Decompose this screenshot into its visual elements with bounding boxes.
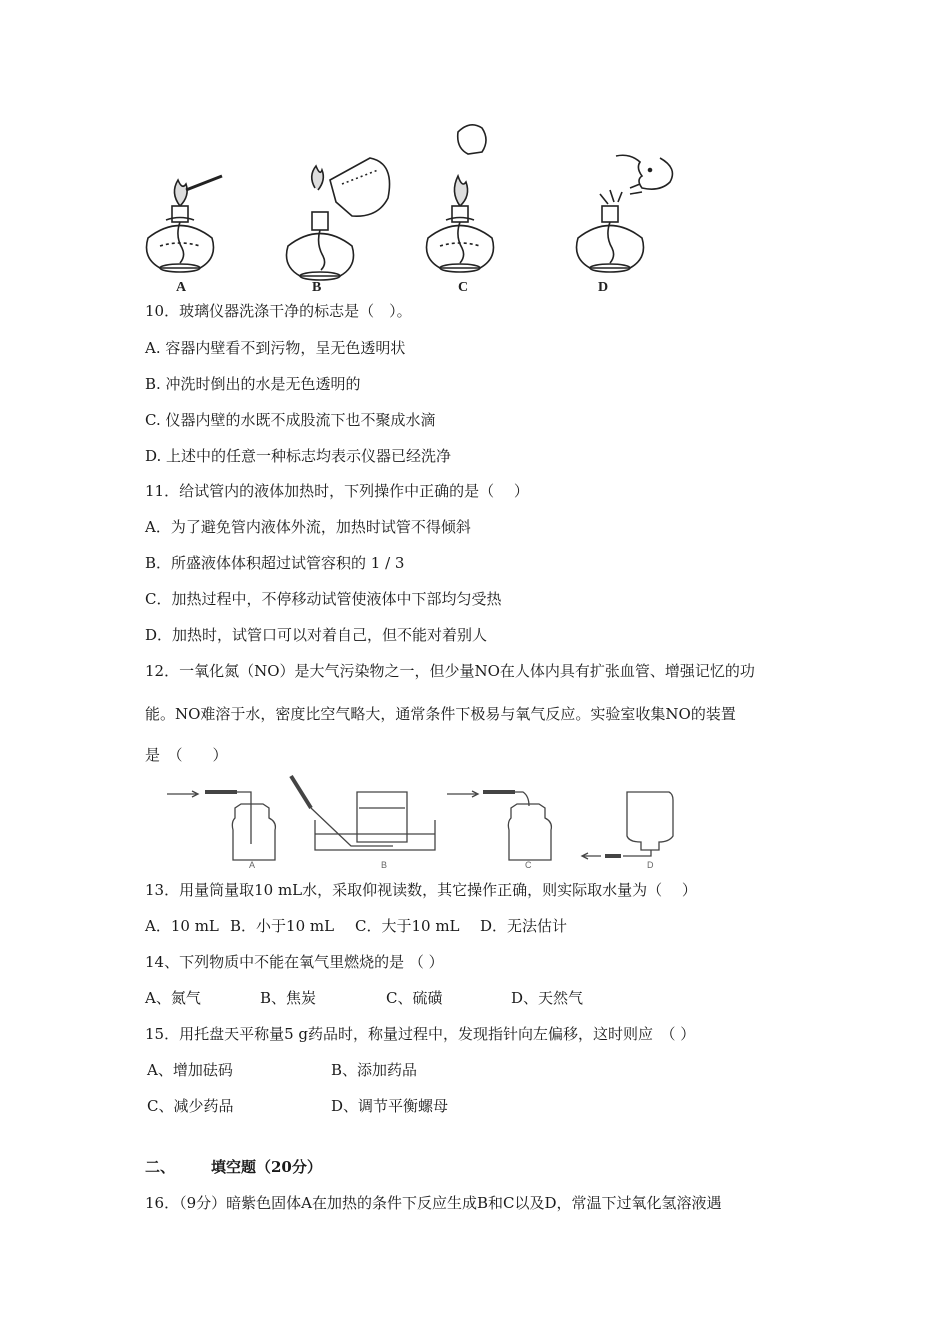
- q14-option-a: A、氮气: [145, 989, 201, 1007]
- q16-stem: 16．（9分）暗紫色固体A在加热的条件下反应生成B和C以及D，常温下过氧化氢溶液遇: [145, 1194, 722, 1212]
- q15-stem: 15．用托盘天平称量5 g药品时，称量过程中，发现指针向左偏移，这时则应 （ ）: [145, 1025, 696, 1043]
- lamp-b: [287, 158, 390, 280]
- q14-option-d: D、天然气: [511, 989, 584, 1007]
- lamp-c: [427, 176, 494, 272]
- q11-option-a: A．为了避免管内液体外流，加热时试管不得倾斜: [145, 518, 471, 536]
- q15-option-c: C、减少药品: [147, 1097, 234, 1115]
- svg-text:D: D: [647, 860, 654, 870]
- q10-option-b: B. 冲洗时倒出的水是无色透明的: [145, 375, 361, 393]
- apparatus-c: [447, 791, 551, 870]
- q12-stem-line3: 是 （ ）: [145, 746, 228, 764]
- q15-option-b: B、添加药品: [331, 1061, 418, 1079]
- q13-stem: 13．用量筒量取10 mL水，采取仰视读数，其它操作正确，则实际取水量为（ ）: [145, 881, 697, 899]
- q13-option-c: C．大于10 mL: [355, 917, 460, 935]
- q11-stem: 11．给试管内的液体加热时，下列操作中正确的是（ ）: [145, 482, 529, 500]
- q15-option-d: D、调节平衡螺母: [331, 1097, 449, 1115]
- q11-option-c: C．加热过程中，不停移动试管使液体中下部均匀受热: [145, 590, 502, 608]
- lamp-d: [577, 155, 673, 272]
- q13-option-d: D．无法估计: [480, 917, 568, 935]
- q11-option-d: D．加热时，试管口可以对着自己，但不能对着别人: [145, 626, 488, 644]
- q11-option-b: B．所盛液体体积超过试管容积的 1 / 3: [145, 554, 405, 572]
- q13-option-a: A．10 mL: [145, 917, 219, 935]
- q10-option-a: A. 容器内壁看不到污物，呈无色透明状: [145, 339, 406, 357]
- alcohol-lamp-figure: [130, 118, 690, 298]
- q12-stem-line1: 12．一氧化氮（NO）是大气污染物之一，但少量NO在人体内具有扩张血管、增强记忆的功: [145, 662, 755, 680]
- svg-text:C: C: [525, 860, 532, 870]
- q13-option-b: B．小于10 mL: [230, 917, 335, 935]
- lamp-label-c: C: [458, 280, 469, 295]
- lamp-label-d: D: [598, 280, 609, 295]
- gas-collection-figure: [165, 770, 725, 870]
- apparatus-a: [167, 791, 275, 870]
- q10-option-d: D. 上述中的任意一种标志均表示仪器已经洗净: [145, 447, 452, 465]
- q14-stem: 14、下列物质中不能在氧气里燃烧的是 （ ）: [145, 953, 444, 971]
- q10-option-c: C. 仪器内壁的水既不成股流下也不聚成水滴: [145, 411, 436, 429]
- lamp-a: [147, 176, 223, 272]
- q10-stem: 10．玻璃仪器洗涤干净的标志是（ ）。: [145, 302, 412, 320]
- q15-option-a: A、增加砝码: [147, 1061, 233, 1079]
- q14-option-b: B、焦炭: [260, 989, 317, 1007]
- q12-stem-line2: 能。NO难溶于水，密度比空气略大，通常条件下极易与氧气反应。实验室收集NO的装置: [145, 705, 736, 723]
- apparatus-d: [582, 792, 673, 870]
- lamp-label-b: B: [312, 280, 322, 295]
- section-2-title: 填空题（20分）: [211, 1158, 322, 1176]
- q14-option-c: C、硫磺: [386, 989, 443, 1007]
- lamp-cap: [458, 125, 486, 154]
- apparatus-b: [291, 776, 435, 870]
- svg-text:B: B: [381, 860, 388, 870]
- svg-text:A: A: [249, 860, 256, 870]
- lamp-label-a: A: [176, 280, 187, 295]
- section-2-number: 二、: [145, 1158, 176, 1176]
